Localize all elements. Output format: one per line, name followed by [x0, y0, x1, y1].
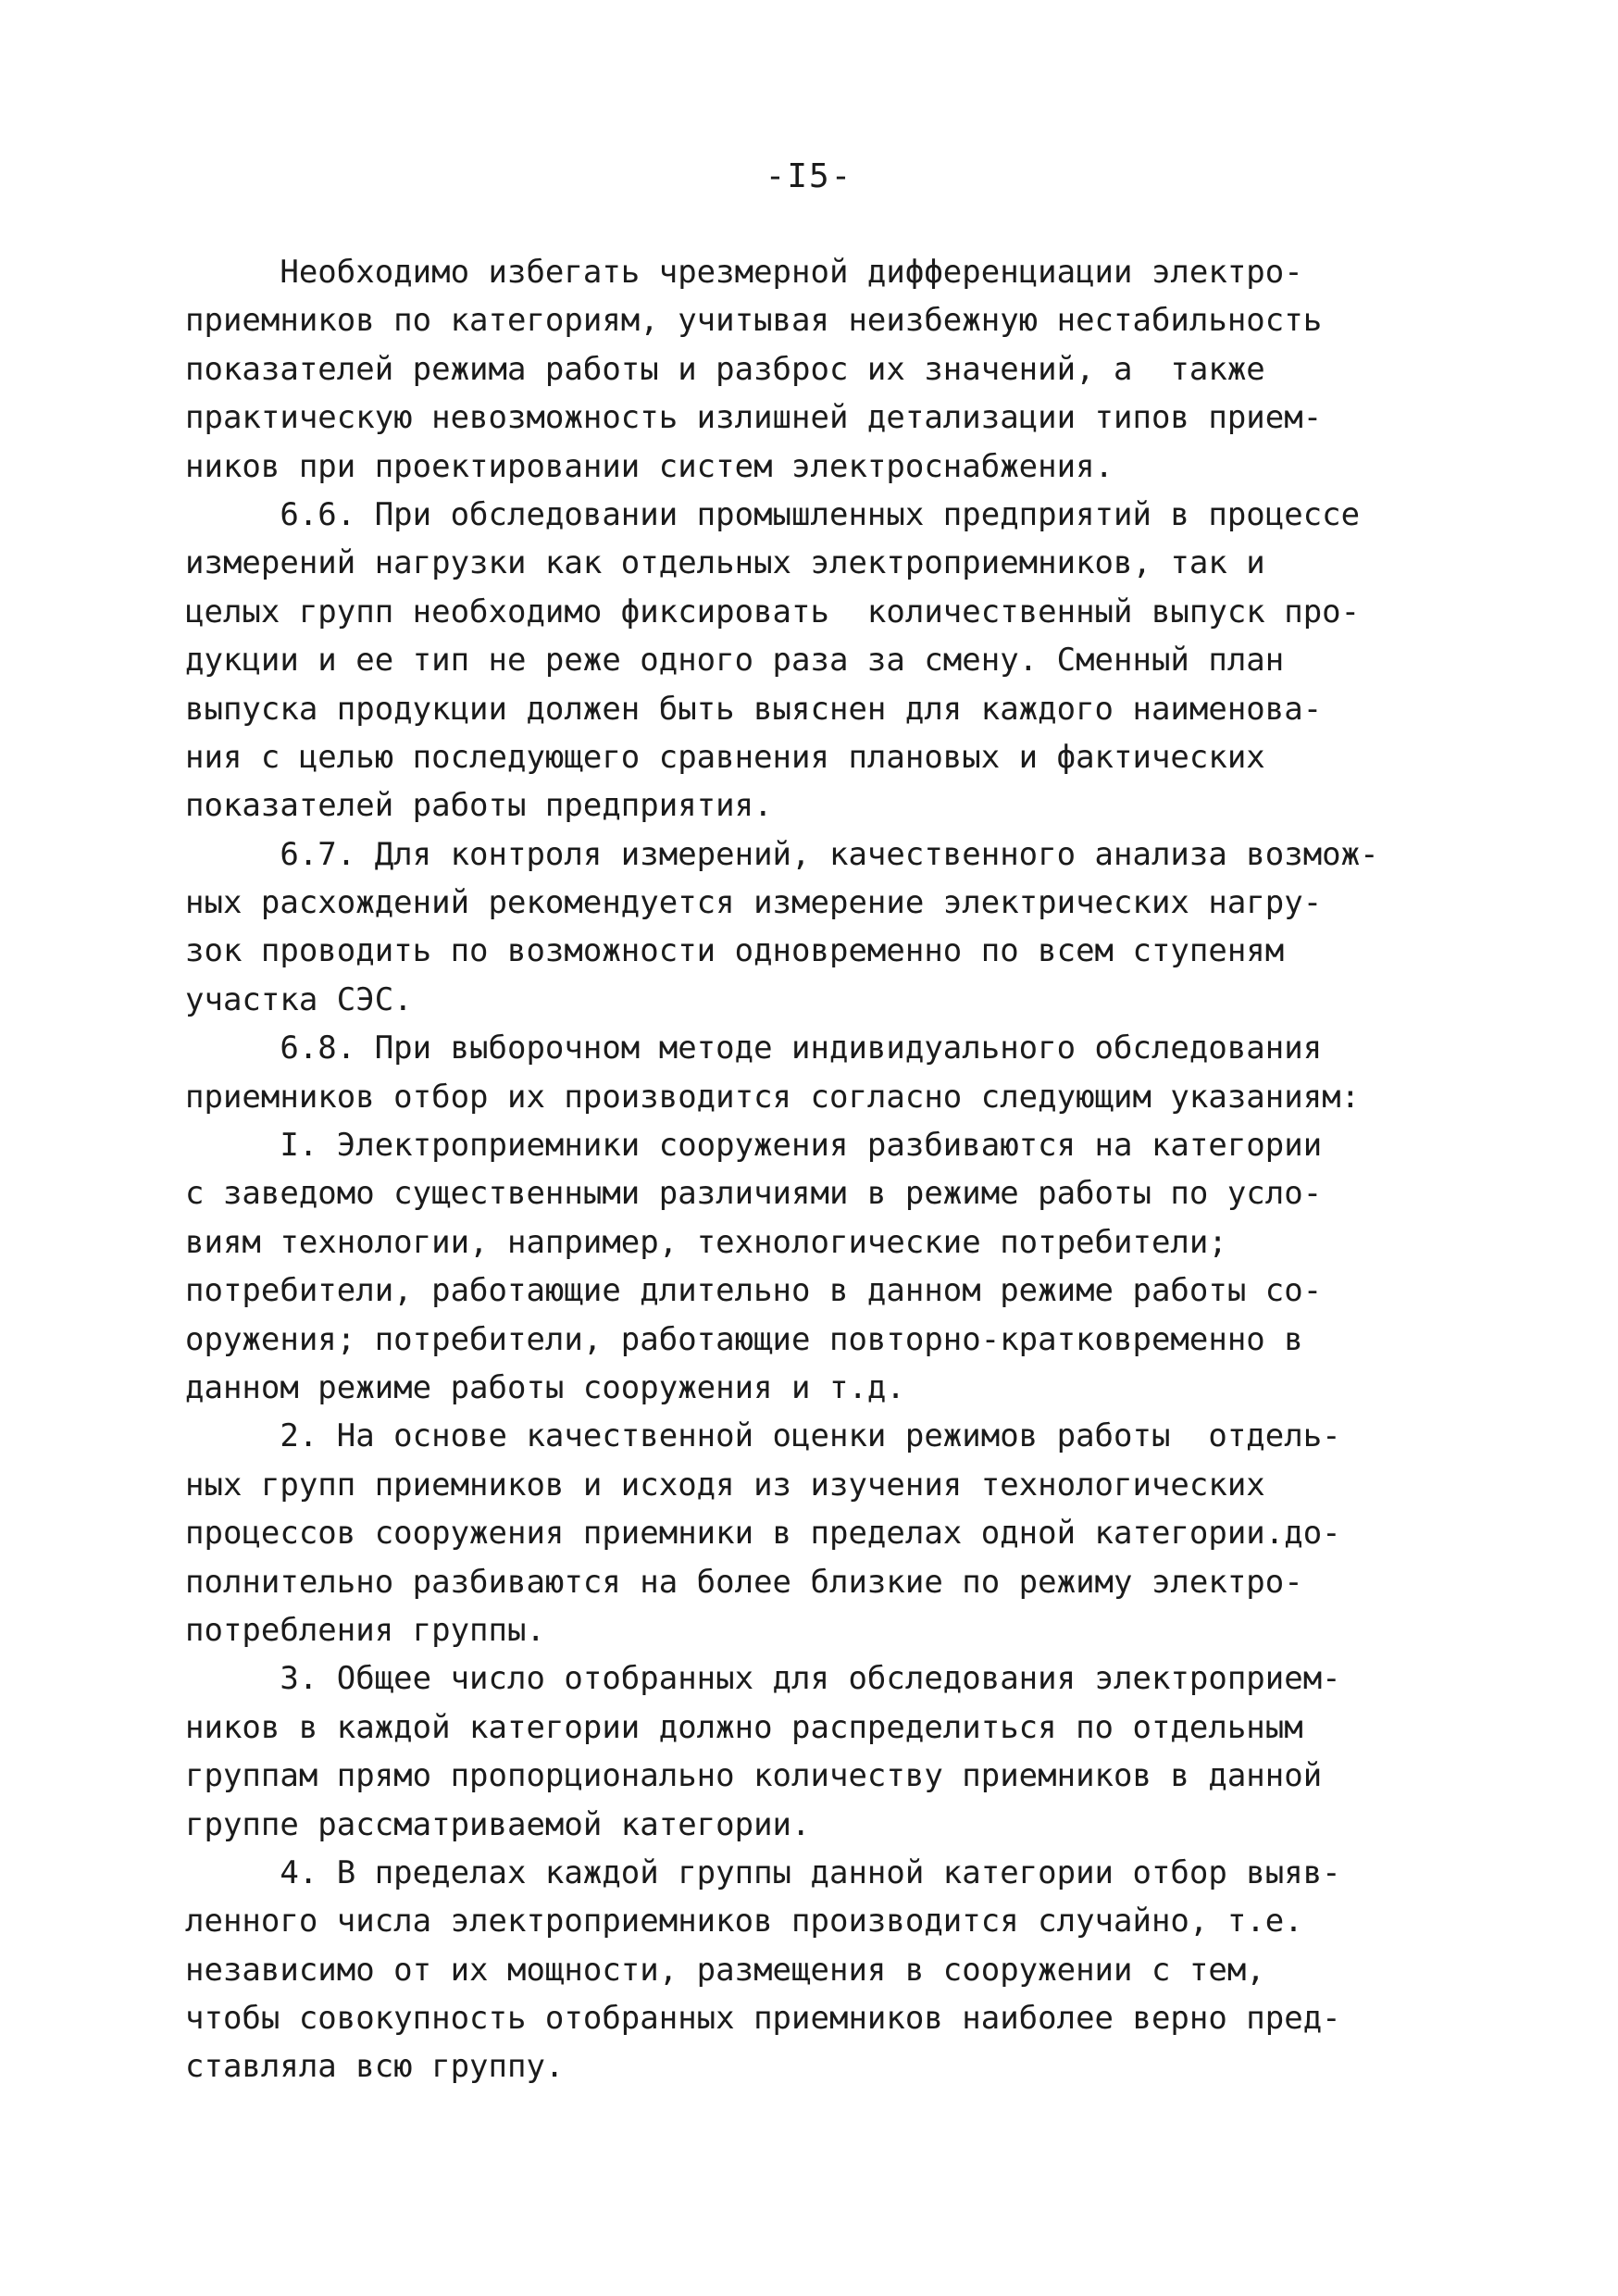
text-line: полнительно разбиваются на более близкие по режиму электро- — [185, 1563, 1303, 1601]
text-line: целых групп необходимо фиксировать количественный выпуск про- — [185, 593, 1361, 630]
text-line: виям технологии, например, технологические потребители; — [185, 1223, 1227, 1261]
text-line: 6.7. Для контроля измерений, качественного анализа возмож- — [185, 835, 1379, 873]
text-line: 3. Общее число отобранных для обследования электроприем- — [185, 1660, 1341, 1698]
text-line: независимо от их мощности, размещения в сооружении с тем, — [185, 1951, 1265, 1989]
text-line: потребления группы. — [185, 1611, 545, 1649]
text-line: ных расхождений рекомендуется измерение электрических нагру- — [185, 884, 1323, 922]
text-line: оружения; потребители, работающие повторно-кратковременно в — [185, 1320, 1303, 1358]
text-line: 2. На основе качественной оценки режимов работы отдель- — [185, 1417, 1341, 1455]
text-line: процессов сооружения приемники в пределах одной категории.до- — [185, 1515, 1341, 1553]
document-body — [185, 248, 1416, 2091]
text-line: ставляла всю группу. — [185, 2048, 565, 2086]
text-line: выпуска продукции должен быть выяснен для каждого наименова- — [185, 690, 1323, 728]
text-line: приемников отбор их производится согласно следующим указаниям: — [185, 1078, 1361, 1116]
text-line: группе рассматриваемой категории. — [185, 1805, 811, 1843]
text-line: ников в каждой категории должно распределиться по отдельным — [185, 1708, 1303, 1746]
text-line: 4. В пределах каждой группы данной категории отбор выяв- — [185, 1853, 1341, 1891]
text-line: 6.8. При выборочном методе индивидуального обследования — [185, 1029, 1323, 1067]
text-line: приемников по категориям, учитывая неизбежную нестабильность — [185, 302, 1323, 340]
text-line: ников при проектировании систем электроснабжения. — [185, 447, 1114, 485]
text-line: ных групп приемников и исходя из изучения технологических — [185, 1466, 1265, 1504]
text-line: показателей работы предприятия. — [185, 787, 773, 825]
text-line: дукции и ее тип не реже одного раза за смену. Сменный план — [185, 642, 1285, 680]
text-line: Необходимо избегать чрезмерной дифференциации электро- — [185, 254, 1303, 291]
text-line: данном режиме работы сооружения и т.д. — [185, 1368, 905, 1406]
text-line: с заведомо существенными различиями в режиме работы по усло- — [185, 1175, 1323, 1213]
text-line: потребители, работающие длительно в данном режиме работы со- — [185, 1272, 1323, 1310]
text-line: участка СЭС. — [185, 980, 413, 1018]
text-line: практическую невозможность излишней детализации типов прием- — [185, 399, 1323, 437]
text-line: 6.6. При обследовании промышленных предприятий в процессе — [185, 495, 1361, 533]
text-line: группам прямо пропорционально количеству приемников в данной — [185, 1757, 1323, 1795]
text-line: чтобы совокупность отобранных приемников наиболее верно пред- — [185, 2000, 1341, 2038]
page-number: -I5- — [765, 157, 853, 195]
text-line: ленного числа электроприемников производится случайно, т.е. — [185, 1903, 1303, 1940]
text-line: показателей режима работы и разброс их значений, а также — [185, 350, 1265, 388]
text-line: зок проводить по возможности одновременно по всем ступеням — [185, 932, 1285, 970]
text-line: ния с целью последующего сравнения плановых и фактических — [185, 738, 1265, 776]
text-line: измерений нагрузки как отдельных электроприемников, так и — [185, 544, 1265, 582]
text-line: I. Электроприемники сооружения разбиваются на категории — [185, 1127, 1323, 1165]
